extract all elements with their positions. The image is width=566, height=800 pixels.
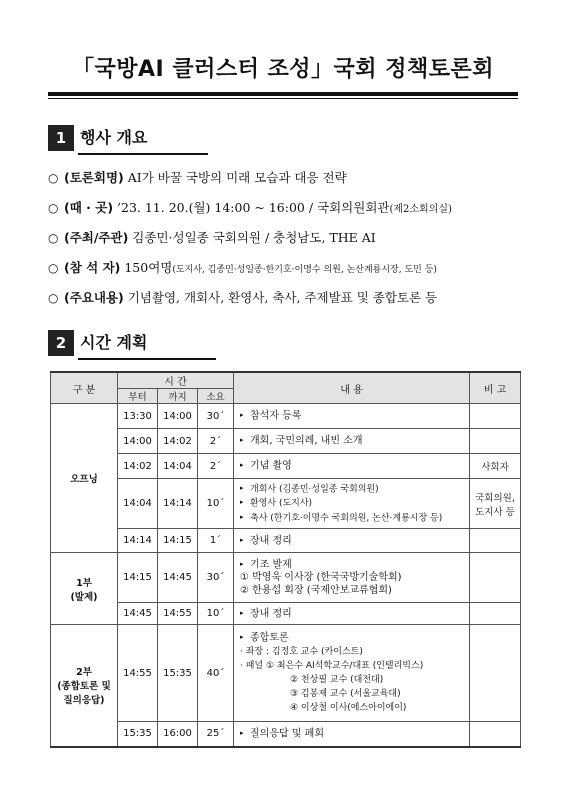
content-line: ③ 김봉제 교수 (서울교육대) [290, 688, 401, 699]
triangle-bullet-icon: ▸ [240, 608, 244, 617]
cell-start: 14:15 [118, 553, 158, 603]
table-row [51, 454, 521, 479]
cell-note [470, 429, 521, 454]
cell-note [470, 722, 521, 747]
cell-content [234, 603, 470, 625]
triangle-bullet-icon: ▸ [240, 461, 244, 470]
item-value-small: (도지사, 김종민·성일종·한기호·이명수 의원, 논산계룡시장, 도민 등) [172, 265, 437, 275]
section-header-overview [48, 125, 248, 153]
content-line: 개회, 국민의례, 내빈 소개 [250, 435, 363, 447]
content-line: 참석자 등록 [250, 410, 302, 422]
cell-note [470, 479, 521, 529]
cell-start: 14:02 [118, 454, 158, 479]
cell-end: 15:35 [158, 625, 198, 722]
cell-content [234, 404, 470, 429]
item-key: (때 · 곳) [64, 200, 114, 215]
item-value: 기념촬영, 개회사, 환영사, 축사, 주제발표 및 종합토론 등 [127, 290, 438, 305]
table-row [51, 529, 521, 553]
cell-end: 14:55 [158, 603, 198, 625]
triangle-bullet-icon: ▸ [240, 512, 244, 521]
cell-start: 14:14 [118, 529, 158, 553]
header-end: 까지 [158, 389, 198, 404]
cell-note [470, 625, 521, 722]
cell-end: 14:15 [158, 529, 198, 553]
overview-item-time-place [48, 197, 523, 227]
triangle-bullet-icon: ▸ [240, 729, 244, 737]
cell-duration: 40´ [198, 625, 234, 722]
segment-label: (종합토론 및 [57, 681, 111, 693]
cell-end: 14:04 [158, 454, 198, 479]
content-line: · 좌장 : 김정호 교수 (카이스트) [240, 646, 363, 657]
section-underline [78, 153, 208, 155]
segment-label: 질의응답) [63, 695, 105, 707]
segment-label: 오프닝 [70, 474, 98, 485]
segment-opening [51, 404, 118, 553]
segment-label: (발제) [70, 591, 98, 603]
content-line: 개회사 (김종민·성일종 국회의원) [250, 484, 379, 495]
cell-note [470, 404, 521, 429]
table-row [51, 603, 521, 625]
table-header-row [51, 372, 521, 389]
circle-bullet-icon: ○ [48, 291, 59, 305]
content-line: 장내 정리 [250, 535, 292, 547]
item-value: 150여명 [124, 260, 173, 275]
schedule-table [50, 371, 521, 748]
triangle-bullet-icon: ▸ [240, 559, 244, 568]
cell-start: 14:55 [118, 625, 158, 722]
content-line: ④ 이상철 이사(에스아이에이) [290, 702, 407, 713]
overview-item-attendees [48, 257, 523, 287]
header-note: 비 고 [470, 372, 521, 404]
header-duration: 소요 [198, 389, 234, 404]
cell-start: 14:45 [118, 603, 158, 625]
content-line: 축사 (한기호·이명수 국회의원, 논산·계룡시장 등) [250, 513, 443, 524]
cell-duration: 1´ [198, 529, 234, 553]
content-line: ② 한용섭 회장 (국제안보교류협회) [240, 585, 392, 597]
content-line: · 패널 ① 최은수 AI석학교수/대표 (인텔리빅스) [240, 660, 424, 671]
triangle-bullet-icon: ▸ [240, 633, 244, 642]
content-line: 환영사 (도지사) [250, 498, 313, 509]
triangle-bullet-icon: ▸ [240, 411, 244, 420]
document-title: 「국방AI 클러스터 조성」국회 정책토론회 [72, 57, 494, 82]
cell-duration: 10´ [198, 603, 234, 625]
cell-duration: 2´ [198, 429, 234, 454]
overview-list [48, 167, 523, 317]
cell-content [234, 722, 470, 747]
triangle-bullet-icon: ▸ [240, 483, 244, 492]
cell-duration: 25´ [198, 722, 234, 747]
item-key: (주최/주관) [64, 230, 129, 245]
circle-bullet-icon: ○ [48, 201, 59, 215]
cell-note [470, 603, 521, 625]
table-row [51, 722, 521, 747]
item-key: (참 석 자) [64, 260, 121, 275]
cell-end: 14:45 [158, 553, 198, 603]
cell-content [234, 553, 470, 603]
overview-item-contents [48, 287, 523, 317]
header-time: 시 간 [118, 372, 234, 389]
cell-duration: 2´ [198, 454, 234, 479]
cell-end: 16:00 [158, 722, 198, 747]
cell-note: 사회자 [470, 454, 521, 479]
table-row [51, 429, 521, 454]
cell-content [234, 454, 470, 479]
content-line: 종합토론 [250, 632, 289, 644]
item-value-small: (제2소회의실) [389, 204, 452, 215]
table-row [51, 404, 521, 429]
circle-bullet-icon: ○ [48, 171, 59, 185]
item-value: ’23. 11. 20.(월) 14:00 ~ 16:00 / 국회의원회관 [117, 200, 390, 215]
section-title: 시간 계획 [80, 333, 148, 352]
header-division: 구 분 [51, 372, 118, 404]
header-content: 내 용 [234, 372, 470, 404]
content-line: 질의응답 및 폐회 [250, 728, 324, 740]
item-key: (토론회명) [64, 170, 124, 185]
content-line: 장내 정리 [250, 608, 292, 620]
triangle-bullet-icon: ▸ [240, 535, 244, 544]
cell-note [470, 529, 521, 553]
content-line: ① 박영욱 이사장 (한국국방기술학회) [240, 572, 402, 584]
item-key: (주요내용) [64, 290, 124, 305]
cell-start: 14:00 [118, 429, 158, 454]
triangle-bullet-icon: ▸ [240, 498, 244, 507]
cell-start: 13:30 [118, 404, 158, 429]
overview-item-event-name [48, 167, 523, 197]
cell-end: 14:00 [158, 404, 198, 429]
cell-end: 14:02 [158, 429, 198, 454]
table-row [51, 479, 521, 529]
section-title: 행사 개요 [80, 128, 148, 147]
cell-start: 14:04 [118, 479, 158, 529]
content-line: ② 천상필 교수 (대전대) [290, 674, 384, 685]
content-line: 기념 촬영 [250, 460, 292, 472]
segment-label: 1부 [76, 577, 92, 589]
title-rule-thin [48, 98, 518, 99]
item-value: 김종민·성일종 국회의원 / 충청남도, THE AI [132, 230, 376, 245]
table-row [51, 553, 521, 603]
cell-note [470, 553, 521, 603]
segment-part2 [51, 625, 118, 747]
cell-content [234, 479, 470, 529]
segment-label: 2부 [76, 667, 92, 679]
section-header-schedule [48, 330, 248, 358]
cell-content [234, 529, 470, 553]
cell-end: 14:14 [158, 479, 198, 529]
cell-duration: 30´ [198, 404, 234, 429]
circle-bullet-icon: ○ [48, 231, 59, 245]
section-underline [78, 358, 216, 360]
note-line: 국회의원, [475, 492, 515, 504]
item-value: AI가 바꿀 국방의 미래 모습과 대응 전략 [127, 170, 347, 185]
cell-content [234, 429, 470, 454]
segment-part1 [51, 553, 118, 625]
overview-item-host [48, 227, 523, 257]
header-start: 부터 [118, 389, 158, 404]
cell-duration: 30´ [198, 553, 234, 603]
note-line: 도지사 등 [475, 506, 515, 518]
section-number-badge: 1 [48, 125, 74, 151]
circle-bullet-icon: ○ [48, 261, 59, 275]
table-row [51, 625, 521, 722]
cell-start: 15:35 [118, 722, 158, 747]
document-title-block [48, 55, 518, 85]
cell-duration: 10´ [198, 479, 234, 529]
triangle-bullet-icon: ▸ [240, 436, 244, 445]
cell-content [234, 625, 470, 722]
section-number-badge: 2 [48, 330, 74, 356]
title-rule-thick [48, 92, 518, 96]
content-line: 기조 발제 [250, 559, 292, 571]
